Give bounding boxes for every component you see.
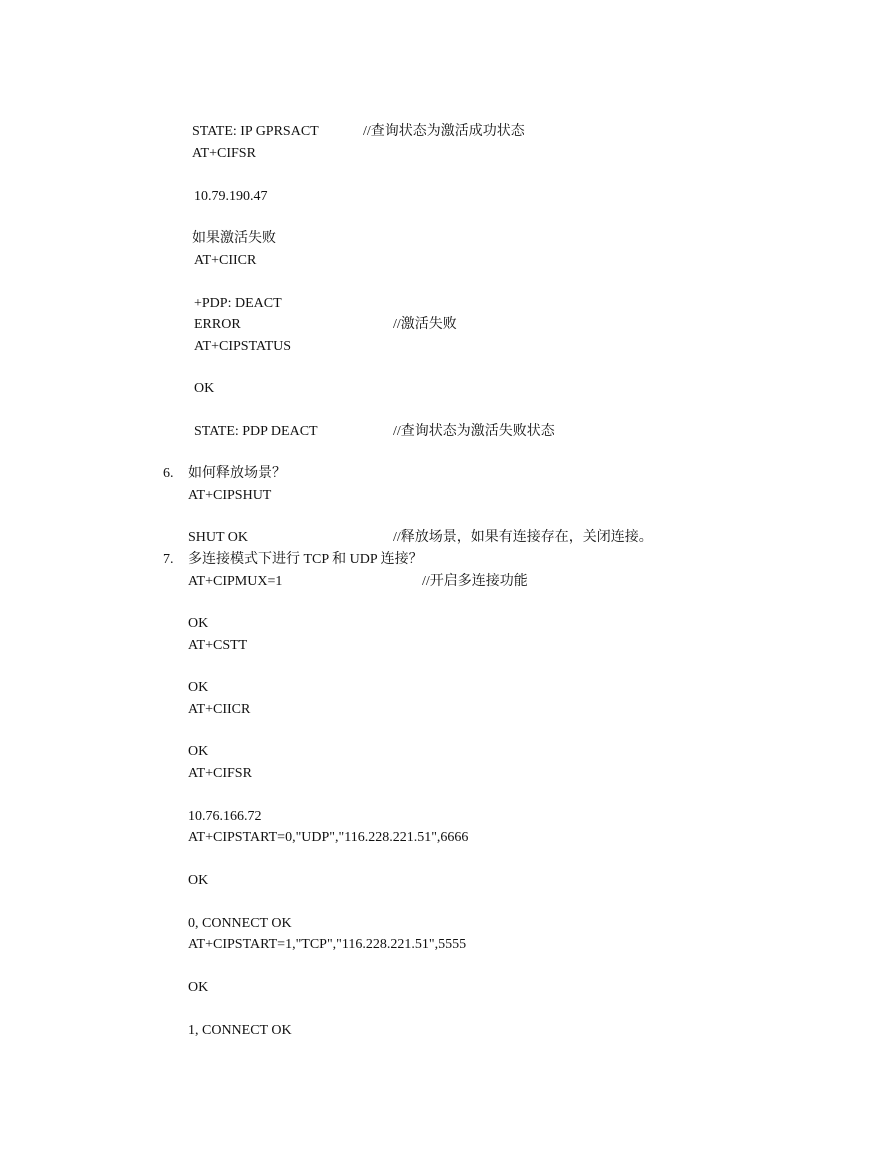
- response-line: OK: [188, 980, 209, 995]
- response-line: OK: [188, 873, 209, 888]
- response-line: 10.79.190.47: [194, 189, 268, 204]
- comment: //查询状态为激活成功状态: [363, 124, 525, 139]
- command-line: AT+CIPMUX=1: [188, 574, 283, 589]
- response-line: OK: [188, 744, 209, 759]
- command-line: AT+CIPSTART=1,"TCP","116.228.221.51",5555: [188, 937, 467, 952]
- command-line: AT+CIFSR: [192, 146, 256, 161]
- section-heading: 如何释放场景？: [188, 466, 286, 481]
- comment: //激活失败: [393, 317, 457, 332]
- response-line: 1, CONNECT OK: [188, 1023, 292, 1038]
- response-line: OK: [194, 381, 215, 396]
- response-line: STATE: PDP DEACT: [194, 424, 318, 439]
- response-line: 0, CONNECT OK: [188, 916, 292, 931]
- command-line: AT+CIPSTART=0,"UDP","116.228.221.51",6666: [188, 830, 469, 845]
- response-line: OK: [188, 616, 209, 631]
- comment: //释放场景，如果有连接存在，关闭连接。: [393, 530, 653, 545]
- command-line: AT+CIPSHUT: [188, 488, 272, 503]
- comment: //查询状态为激活失败状态: [393, 424, 555, 439]
- command-line: AT+CIFSR: [188, 766, 252, 781]
- response-line: 10.76.166.72: [188, 809, 262, 824]
- comment: //开启多连接功能: [422, 574, 528, 589]
- command-line: AT+CIPSTATUS: [194, 339, 292, 354]
- list-number: 7.: [163, 552, 174, 567]
- response-line: +PDP: DEACT: [194, 296, 282, 311]
- response-line: OK: [188, 680, 209, 695]
- response-line: ERROR: [194, 317, 241, 332]
- note-text: 如果激活失败: [192, 231, 276, 246]
- command-line: AT+CSTT: [188, 638, 248, 653]
- response-line: SHUT OK: [188, 530, 249, 545]
- command-line: AT+CIICR: [188, 702, 251, 717]
- response-line: STATE: IP GPRSACT: [192, 124, 319, 139]
- list-number: 6.: [163, 466, 174, 481]
- command-line: AT+CIICR: [194, 253, 257, 268]
- section-heading: 多连接模式下进行 TCP 和 UDP 连接？: [188, 552, 423, 567]
